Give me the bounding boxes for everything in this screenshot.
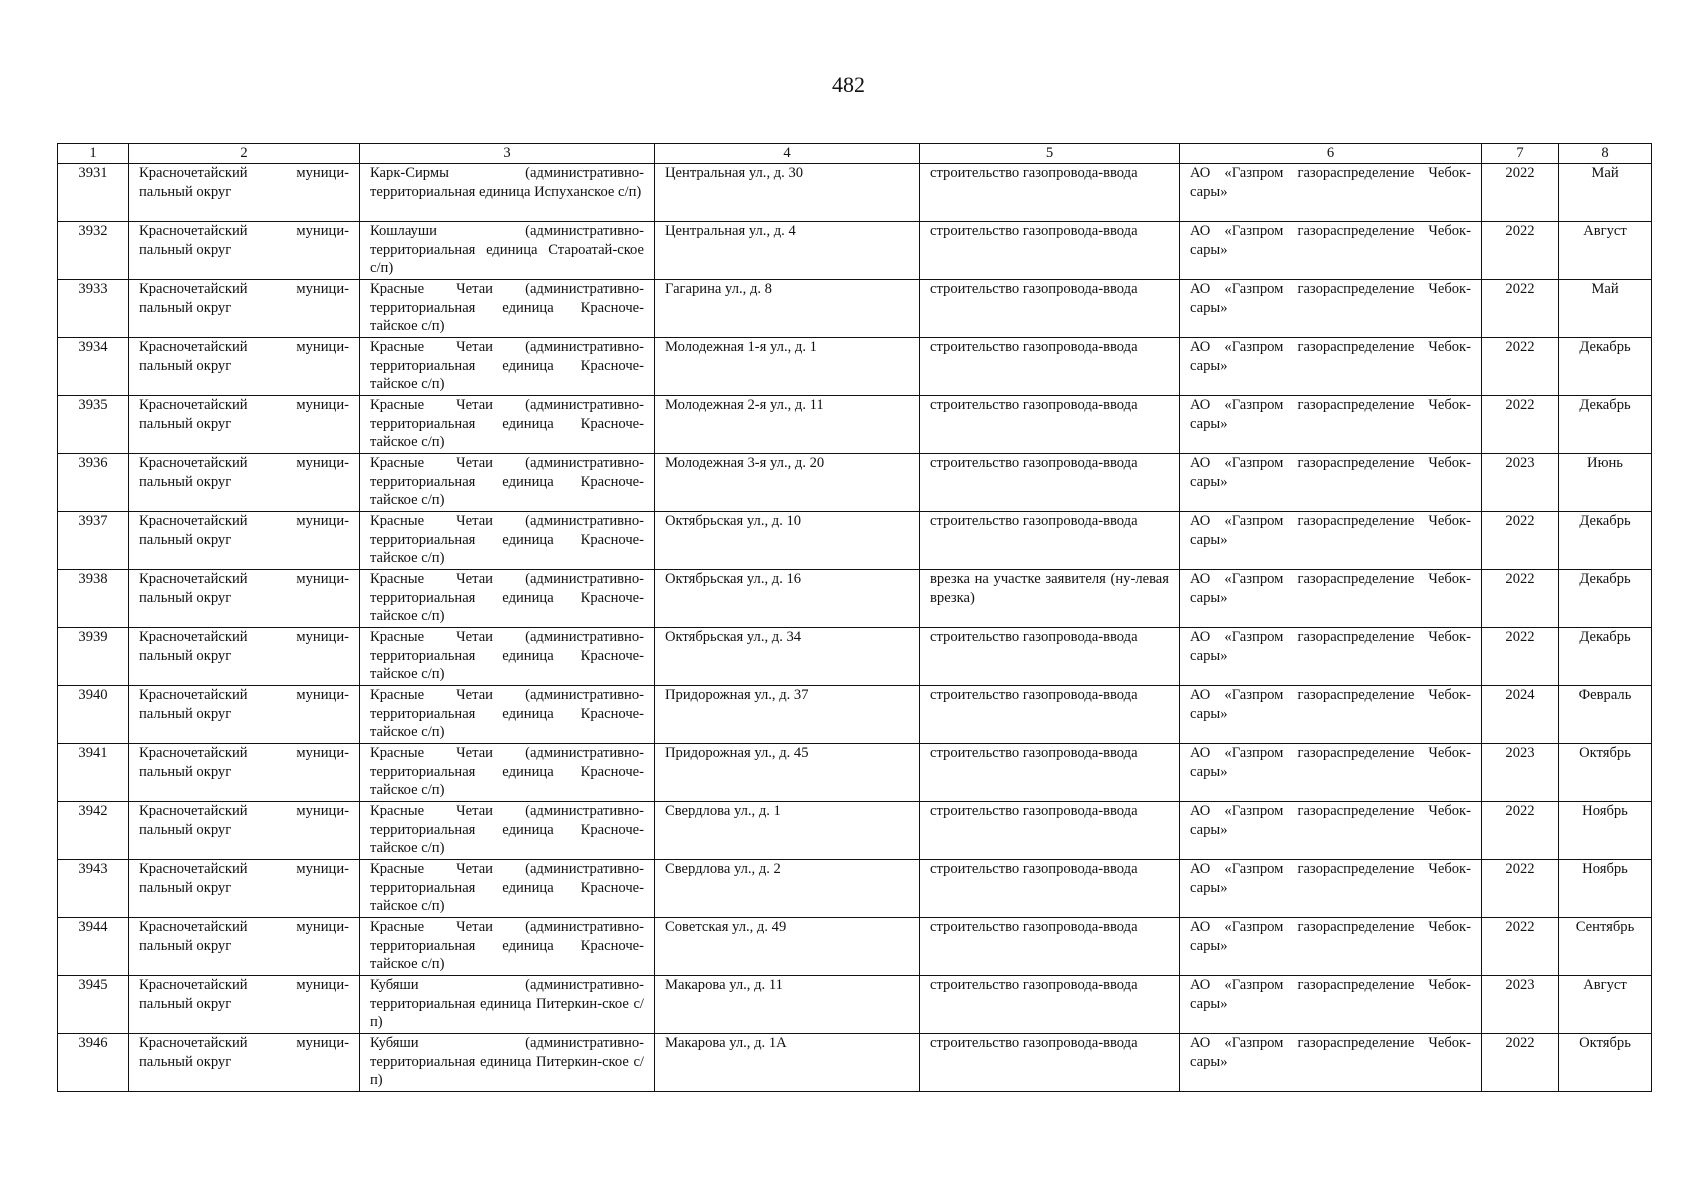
- settlement-cell: Красные Четаи (административно-территориальная единица Красноче-тайское с/п): [360, 454, 655, 512]
- district-cell: Красночетайский муници-пальный округ: [129, 686, 360, 744]
- address-cell: Свердлова ул., д. 2: [655, 860, 920, 918]
- table-row: [58, 280, 1652, 338]
- address-cell: Центральная ул., д. 30: [655, 164, 920, 222]
- table-row: [58, 512, 1652, 570]
- month-cell: Ноябрь: [1559, 802, 1652, 860]
- column-number-row: [58, 144, 1652, 164]
- row-number-cell: 3942: [58, 802, 129, 860]
- month-cell: Август: [1559, 222, 1652, 280]
- month-cell: Февраль: [1559, 686, 1652, 744]
- row-number-cell: 3936: [58, 454, 129, 512]
- row-number-cell: 3940: [58, 686, 129, 744]
- organization-cell: АО «Газпром газораспределение Чебок-сары»: [1180, 918, 1482, 976]
- address-cell: Придорожная ул., д. 37: [655, 686, 920, 744]
- organization-cell: АО «Газпром газораспределение Чебок-сары»: [1180, 1034, 1482, 1092]
- settlement-cell: Красные Четаи (административно-территориальная единица Красноче-тайское с/п): [360, 338, 655, 396]
- table-row: [58, 454, 1652, 512]
- table-row: [58, 802, 1652, 860]
- month-cell: Июнь: [1559, 454, 1652, 512]
- district-cell: Красночетайский муници-пальный округ: [129, 512, 360, 570]
- organization-cell: АО «Газпром газораспределение Чебок-сары»: [1180, 744, 1482, 802]
- settlement-cell: Красные Четаи (административно-территориальная единица Красноче-тайское с/п): [360, 744, 655, 802]
- address-cell: Октябрьская ул., д. 16: [655, 570, 920, 628]
- settlement-cell: Кубяши (административно-территориальная единица Питеркин-ское с/п): [360, 1034, 655, 1092]
- organization-cell: АО «Газпром газораспределение Чебок-сары»: [1180, 570, 1482, 628]
- settlement-cell: Красные Четаи (административно-территориальная единица Красноче-тайское с/п): [360, 860, 655, 918]
- address-cell: Макарова ул., д. 11: [655, 976, 920, 1034]
- table-row: [58, 860, 1652, 918]
- row-number-cell: 3937: [58, 512, 129, 570]
- column-header: 8: [1559, 144, 1652, 164]
- month-cell: Май: [1559, 164, 1652, 222]
- organization-cell: АО «Газпром газораспределение Чебок-сары»: [1180, 686, 1482, 744]
- table-row: [58, 396, 1652, 454]
- work-type-cell: строительство газопровода-ввода: [920, 280, 1180, 338]
- organization-cell: АО «Газпром газораспределение Чебок-сары»: [1180, 976, 1482, 1034]
- address-cell: Макарова ул., д. 1А: [655, 1034, 920, 1092]
- work-type-cell: строительство газопровода-ввода: [920, 802, 1180, 860]
- organization-cell: АО «Газпром газораспределение Чебок-сары»: [1180, 280, 1482, 338]
- district-cell: Красночетайский муници-пальный округ: [129, 396, 360, 454]
- table-row: [58, 628, 1652, 686]
- district-cell: Красночетайский муници-пальный округ: [129, 802, 360, 860]
- organization-cell: АО «Газпром газораспределение Чебок-сары»: [1180, 802, 1482, 860]
- district-cell: Красночетайский муници-пальный округ: [129, 918, 360, 976]
- organization-cell: АО «Газпром газораспределение Чебок-сары»: [1180, 454, 1482, 512]
- year-cell: 2022: [1482, 570, 1559, 628]
- address-cell: Гагарина ул., д. 8: [655, 280, 920, 338]
- district-cell: Красночетайский муници-пальный округ: [129, 570, 360, 628]
- work-type-cell: строительство газопровода-ввода: [920, 1034, 1180, 1092]
- address-cell: Молодежная 3-я ул., д. 20: [655, 454, 920, 512]
- work-type-cell: строительство газопровода-ввода: [920, 744, 1180, 802]
- year-cell: 2023: [1482, 744, 1559, 802]
- address-cell: Октябрьская ул., д. 10: [655, 512, 920, 570]
- address-cell: Свердлова ул., д. 1: [655, 802, 920, 860]
- organization-cell: АО «Газпром газораспределение Чебок-сары»: [1180, 628, 1482, 686]
- district-cell: Красночетайский муници-пальный округ: [129, 338, 360, 396]
- month-cell: Октябрь: [1559, 1034, 1652, 1092]
- address-cell: Молодежная 2-я ул., д. 11: [655, 396, 920, 454]
- gas-connection-table: [57, 143, 1652, 1092]
- table-row: [58, 918, 1652, 976]
- table-row: [58, 744, 1652, 802]
- organization-cell: АО «Газпром газораспределение Чебок-сары»: [1180, 396, 1482, 454]
- year-cell: 2022: [1482, 396, 1559, 454]
- organization-cell: АО «Газпром газораспределение Чебок-сары»: [1180, 338, 1482, 396]
- month-cell: Декабрь: [1559, 628, 1652, 686]
- organization-cell: АО «Газпром газораспределение Чебок-сары»: [1180, 222, 1482, 280]
- row-number-cell: 3943: [58, 860, 129, 918]
- address-cell: Октябрьская ул., д. 34: [655, 628, 920, 686]
- column-header: 6: [1180, 144, 1482, 164]
- district-cell: Красночетайский муници-пальный округ: [129, 164, 360, 222]
- month-cell: Декабрь: [1559, 396, 1652, 454]
- table-row: [58, 338, 1652, 396]
- work-type-cell: строительство газопровода-ввода: [920, 222, 1180, 280]
- month-cell: Август: [1559, 976, 1652, 1034]
- month-cell: Май: [1559, 280, 1652, 338]
- table-row: [58, 570, 1652, 628]
- month-cell: Декабрь: [1559, 512, 1652, 570]
- work-type-cell: строительство газопровода-ввода: [920, 338, 1180, 396]
- district-cell: Красночетайский муници-пальный округ: [129, 454, 360, 512]
- year-cell: 2022: [1482, 802, 1559, 860]
- row-number-cell: 3935: [58, 396, 129, 454]
- address-cell: Молодежная 1-я ул., д. 1: [655, 338, 920, 396]
- row-number-cell: 3946: [58, 1034, 129, 1092]
- settlement-cell: Красные Четаи (административно-территориальная единица Красноче-тайское с/п): [360, 570, 655, 628]
- column-header: 7: [1482, 144, 1559, 164]
- year-cell: 2022: [1482, 1034, 1559, 1092]
- year-cell: 2022: [1482, 280, 1559, 338]
- year-cell: 2022: [1482, 918, 1559, 976]
- row-number-cell: 3941: [58, 744, 129, 802]
- year-cell: 2024: [1482, 686, 1559, 744]
- work-type-cell: врезка на участке заявителя (ну-левая врезка): [920, 570, 1180, 628]
- settlement-cell: Кошлауши (административно-территориальная единица Староатай-ское с/п): [360, 222, 655, 280]
- settlement-cell: Красные Четаи (административно-территориальная единица Красноче-тайское с/п): [360, 396, 655, 454]
- month-cell: Сентябрь: [1559, 918, 1652, 976]
- work-type-cell: строительство газопровода-ввода: [920, 454, 1180, 512]
- year-cell: 2023: [1482, 976, 1559, 1034]
- row-number-cell: 3932: [58, 222, 129, 280]
- year-cell: 2022: [1482, 222, 1559, 280]
- month-cell: Ноябрь: [1559, 860, 1652, 918]
- table-row: [58, 1034, 1652, 1092]
- table-row: [58, 222, 1652, 280]
- district-cell: Красночетайский муници-пальный округ: [129, 1034, 360, 1092]
- settlement-cell: Красные Четаи (административно-территориальная единица Красноче-тайское с/п): [360, 628, 655, 686]
- row-number-cell: 3938: [58, 570, 129, 628]
- row-number-cell: 3934: [58, 338, 129, 396]
- year-cell: 2022: [1482, 338, 1559, 396]
- column-header: 2: [129, 144, 360, 164]
- row-number-cell: 3939: [58, 628, 129, 686]
- district-cell: Красночетайский муници-пальный округ: [129, 628, 360, 686]
- year-cell: 2022: [1482, 628, 1559, 686]
- district-cell: Красночетайский муници-пальный округ: [129, 976, 360, 1034]
- table-row: [58, 686, 1652, 744]
- address-cell: Придорожная ул., д. 45: [655, 744, 920, 802]
- row-number-cell: 3933: [58, 280, 129, 338]
- work-type-cell: строительство газопровода-ввода: [920, 860, 1180, 918]
- work-type-cell: строительство газопровода-ввода: [920, 396, 1180, 454]
- column-header: 3: [360, 144, 655, 164]
- district-cell: Красночетайский муници-пальный округ: [129, 280, 360, 338]
- column-header: 1: [58, 144, 129, 164]
- settlement-cell: Кубяши (административно-территориальная единица Питеркин-ское с/п): [360, 976, 655, 1034]
- table-row: [58, 976, 1652, 1034]
- organization-cell: АО «Газпром газораспределение Чебок-сары»: [1180, 860, 1482, 918]
- row-number-cell: 3944: [58, 918, 129, 976]
- work-type-cell: строительство газопровода-ввода: [920, 918, 1180, 976]
- page-number: 482: [832, 72, 865, 97]
- work-type-cell: строительство газопровода-ввода: [920, 686, 1180, 744]
- district-cell: Красночетайский муници-пальный округ: [129, 744, 360, 802]
- year-cell: 2023: [1482, 454, 1559, 512]
- settlement-cell: Карк-Сирмы (административно-территориальная единица Испуханское с/п): [360, 164, 655, 222]
- organization-cell: АО «Газпром газораспределение Чебок-сары»: [1180, 512, 1482, 570]
- month-cell: Декабрь: [1559, 570, 1652, 628]
- year-cell: 2022: [1482, 512, 1559, 570]
- settlement-cell: Красные Четаи (административно-территориальная единица Красноче-тайское с/п): [360, 512, 655, 570]
- work-type-cell: строительство газопровода-ввода: [920, 976, 1180, 1034]
- row-number-cell: 3931: [58, 164, 129, 222]
- year-cell: 2022: [1482, 860, 1559, 918]
- organization-cell: АО «Газпром газораспределение Чебок-сары»: [1180, 164, 1482, 222]
- settlement-cell: Красные Четаи (административно-территориальная единица Красноче-тайское с/п): [360, 686, 655, 744]
- work-type-cell: строительство газопровода-ввода: [920, 512, 1180, 570]
- settlement-cell: Красные Четаи (административно-территориальная единица Красноче-тайское с/п): [360, 918, 655, 976]
- table-row: [58, 164, 1652, 222]
- month-cell: Декабрь: [1559, 338, 1652, 396]
- district-cell: Красночетайский муници-пальный округ: [129, 860, 360, 918]
- work-type-cell: строительство газопровода-ввода: [920, 164, 1180, 222]
- column-header: 4: [655, 144, 920, 164]
- settlement-cell: Красные Четаи (административно-территориальная единица Красноче-тайское с/п): [360, 802, 655, 860]
- settlement-cell: Красные Четаи (административно-территориальная единица Красноче-тайское с/п): [360, 280, 655, 338]
- district-cell: Красночетайский муници-пальный округ: [129, 222, 360, 280]
- row-number-cell: 3945: [58, 976, 129, 1034]
- address-cell: Центральная ул., д. 4: [655, 222, 920, 280]
- column-header: 5: [920, 144, 1180, 164]
- work-type-cell: строительство газопровода-ввода: [920, 628, 1180, 686]
- address-cell: Советская ул., д. 49: [655, 918, 920, 976]
- year-cell: 2022: [1482, 164, 1559, 222]
- month-cell: Октябрь: [1559, 744, 1652, 802]
